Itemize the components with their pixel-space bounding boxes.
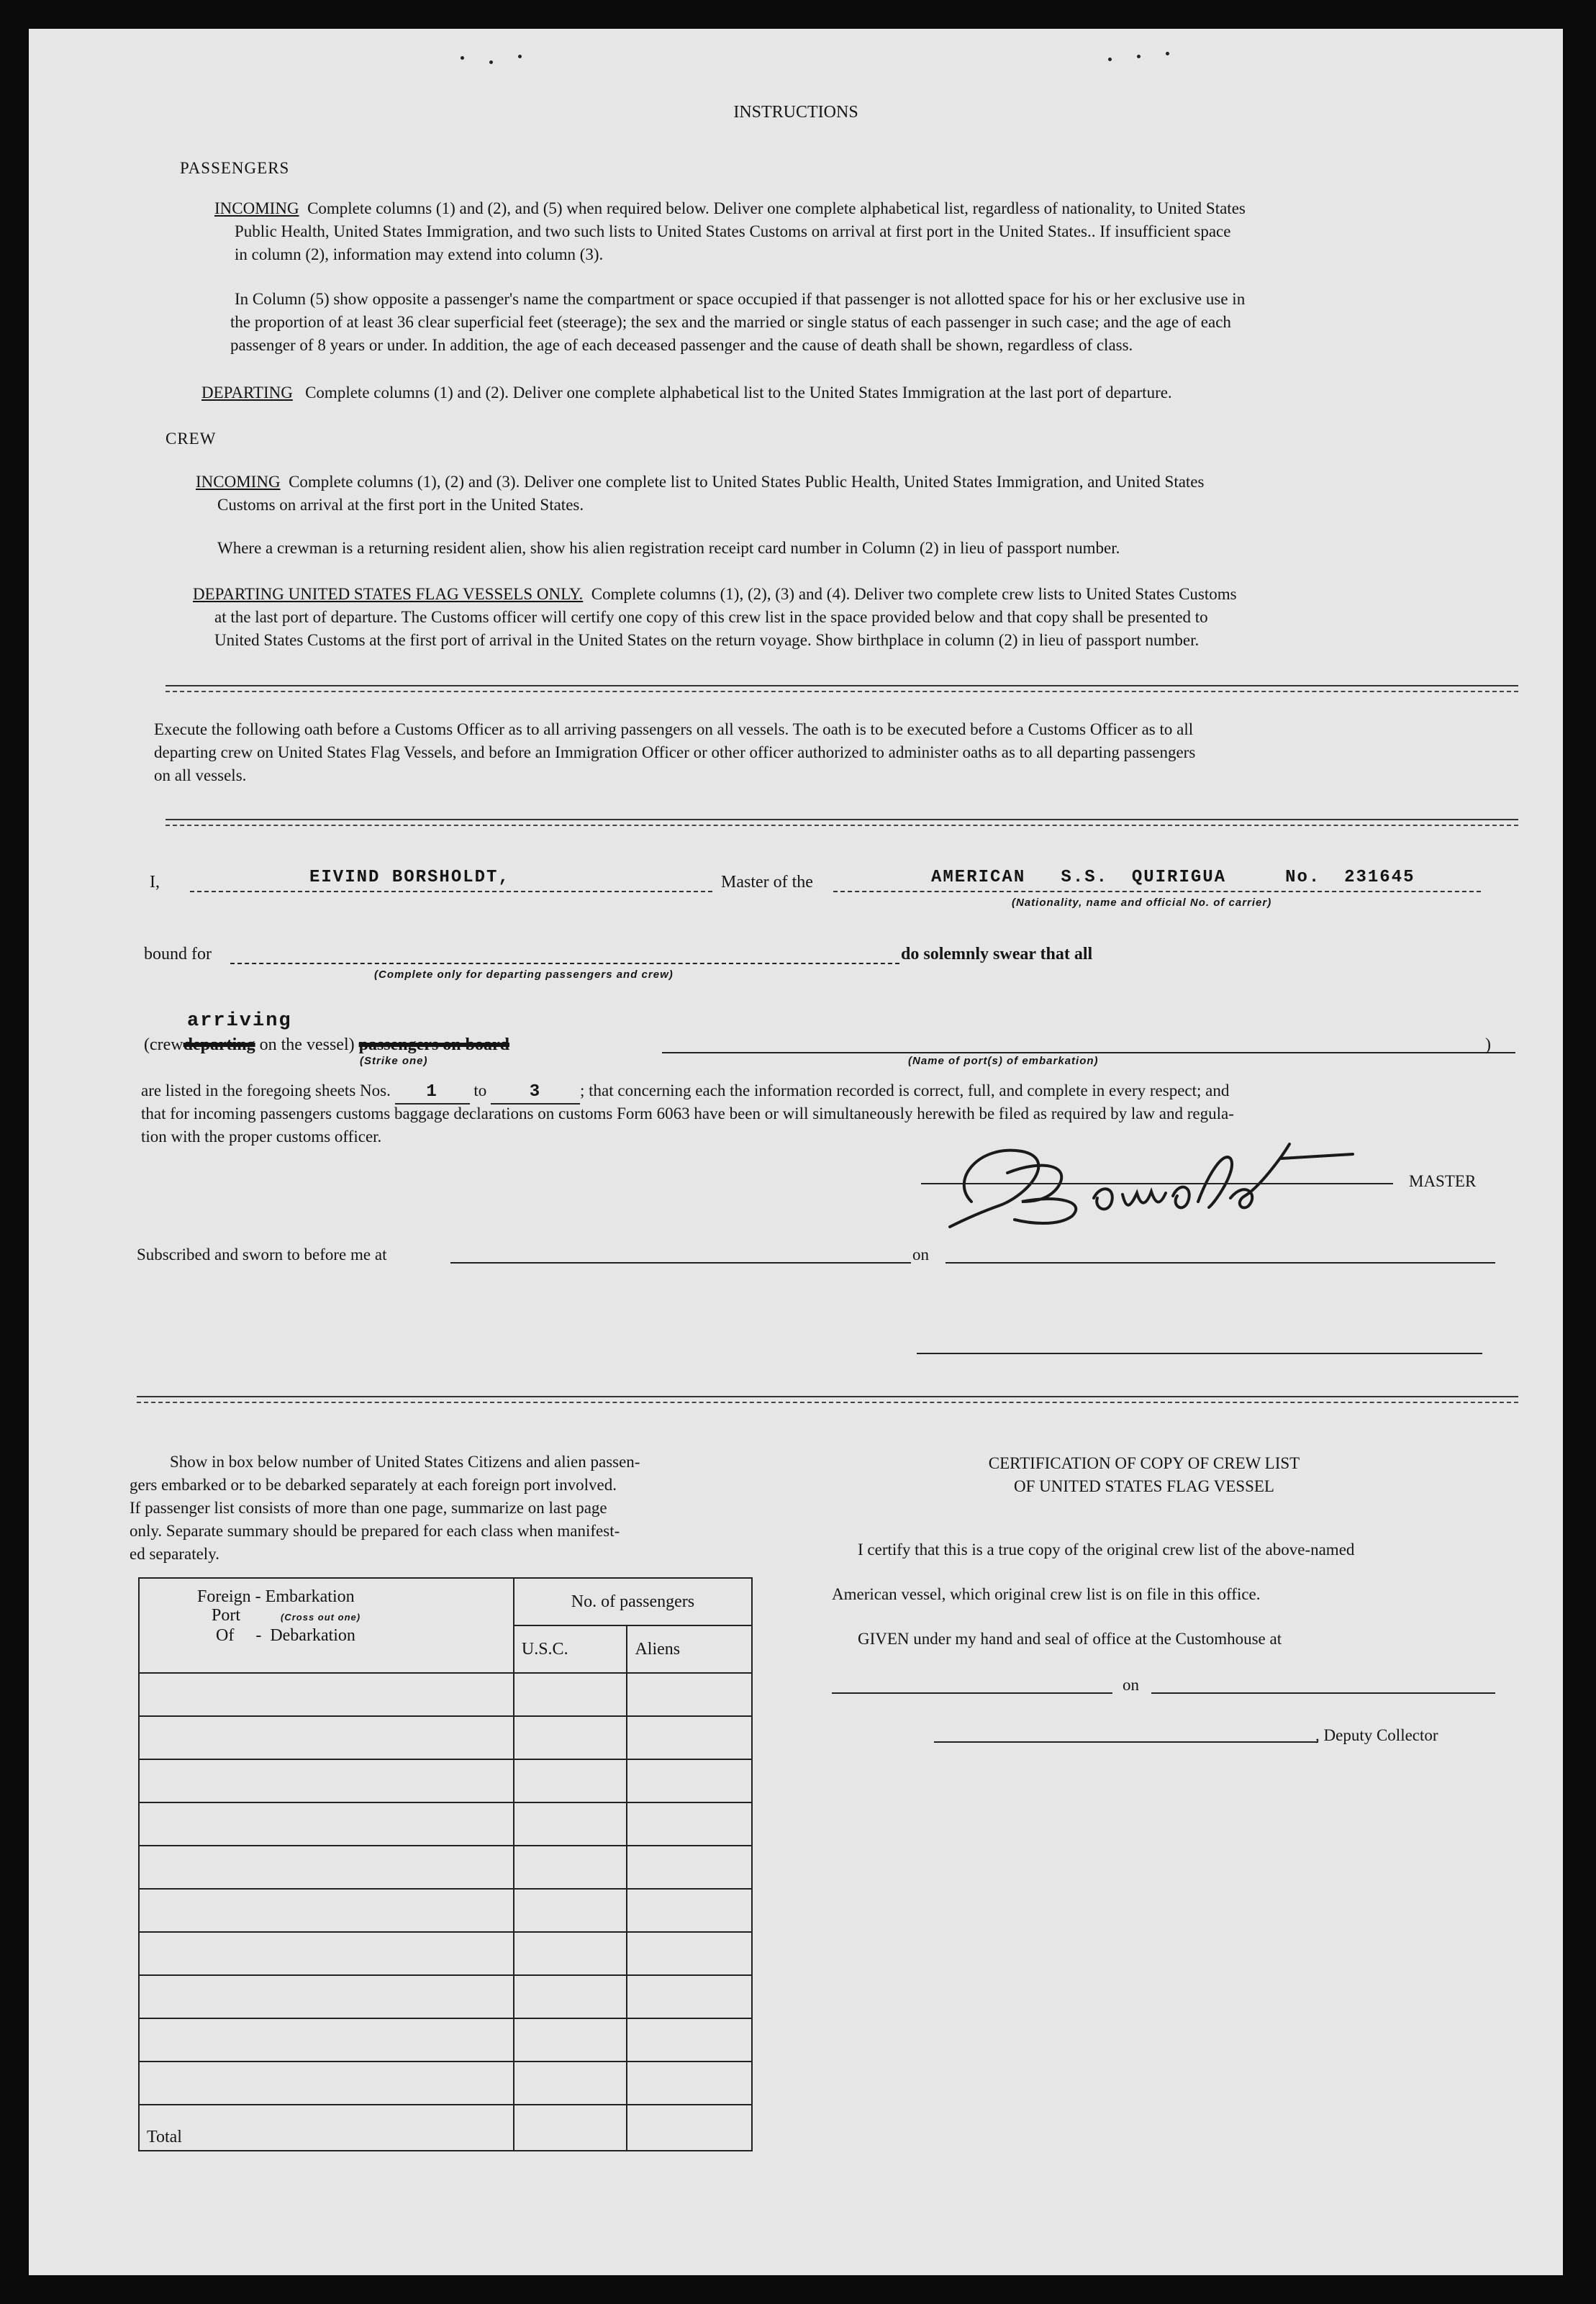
passengers-departing-text: Complete columns (1) and (2). Deliver one complete alphabetical list to the United States Immigration at the last port of departure. xyxy=(305,384,1172,402)
usc-cell[interactable] xyxy=(514,1802,627,1846)
scan-speck xyxy=(518,55,522,58)
summary-instr-line2: gers embarked or to be debarked separately at each foreign port involved. xyxy=(130,1476,617,1494)
deputy-collector-signature-field[interactable] xyxy=(934,1741,1318,1743)
passenger-summary-table xyxy=(138,1577,753,2151)
aliens-cell[interactable] xyxy=(627,1846,752,1889)
sheet-from-field[interactable] xyxy=(395,1079,470,1105)
port-cell[interactable] xyxy=(139,1716,514,1759)
master-name-line xyxy=(190,891,712,892)
sheets-line3: tion with the proper customs officer. xyxy=(141,1128,382,1146)
foreign-port-header xyxy=(139,1578,514,1673)
crew-incoming-label: INCOMING xyxy=(196,473,281,491)
subscribed-label: Subscribed and sworn to before me at xyxy=(137,1246,387,1264)
arriving-typed: arriving xyxy=(187,1010,292,1032)
col-port-row xyxy=(147,1607,506,1625)
carrier-line xyxy=(833,891,1481,892)
usc-cell[interactable] xyxy=(514,1932,627,1975)
table-row xyxy=(139,1975,752,2018)
aliens-cell[interactable] xyxy=(627,1802,752,1846)
sworn-on-label: on xyxy=(912,1246,929,1264)
port-cell[interactable] xyxy=(139,1932,514,1975)
close-paren: ) xyxy=(1485,1035,1491,1054)
certification-line3: GIVEN under my hand and seal of office at the Customhouse at xyxy=(858,1630,1282,1648)
table-row xyxy=(139,2062,752,2105)
port-cell[interactable] xyxy=(139,1673,514,1716)
table-row xyxy=(139,1673,752,1716)
crew-flag-text1: Complete columns (1), (2), (3) and (4). Deliver two complete crew lists to United States Customs xyxy=(591,585,1237,603)
document-page xyxy=(29,29,1563,2275)
port-cell[interactable] xyxy=(139,1846,514,1889)
ports-caption: (Name of port(s) of embarkation) xyxy=(908,1055,1099,1067)
column5-line3: passenger of 8 years or under. In addition, the age of each deceased passenger and the cause of death shall be shown, regardless of class. xyxy=(230,336,1133,354)
sworn-at-field[interactable] xyxy=(450,1262,911,1264)
table-row xyxy=(139,1759,752,1802)
section-divider xyxy=(166,685,1518,692)
oath-i-label: I, xyxy=(150,873,160,892)
crew-flag-label: DEPARTING UNITED STATES FLAG VESSELS ONLY. xyxy=(193,585,584,603)
bound-for-field[interactable] xyxy=(230,963,899,964)
total-row xyxy=(139,2105,752,2151)
crew-flag-line1 xyxy=(193,583,1237,605)
passengers-departing-label: DEPARTING xyxy=(201,384,293,402)
port-cell[interactable] xyxy=(139,2062,514,2105)
officer-signature-field[interactable] xyxy=(917,1353,1482,1354)
certification-title-line2: OF UNITED STATES FLAG VESSEL xyxy=(1014,1477,1274,1495)
certification-line2: American vessel, which original crew list is on file in this office. xyxy=(832,1585,1261,1603)
aliens-cell[interactable] xyxy=(627,1673,752,1716)
table-row xyxy=(139,1889,752,1932)
oath-instructions-line2: departing crew on United States Flag Vessels, and before an Immigration Officer or other officer authorized to administer oaths as to all departing passengers xyxy=(154,743,1196,761)
passengers-departing-line xyxy=(201,381,1172,404)
usc-cell[interactable] xyxy=(514,1846,627,1889)
section-divider xyxy=(137,1396,1518,1403)
table-row xyxy=(139,1802,752,1846)
usc-cell[interactable] xyxy=(514,1716,627,1759)
passengers-incoming-line2: Public Health, United States Immigration, and two such lists to United States Customs on arrival at first port in the United States.. If insufficient space xyxy=(235,222,1231,240)
oath-instructions-line1: Execute the following oath before a Customs Officer as to all arriving passengers on all vessels. The oath is to be executed before a Customs Officer as to all xyxy=(154,720,1194,738)
table-row xyxy=(139,2018,752,2062)
column5-line2: the proportion of at least 36 clear superficial feet (steerage); the sex and the married or single status of each passenger in such case; and the age of each xyxy=(230,313,1231,331)
passengers-incoming-text1: Complete columns (1) and (2), and (5) when required below. Deliver one complete alphabetical list, regardless of nationality, to United States xyxy=(307,199,1246,217)
ports-of-embarkation-field[interactable] xyxy=(662,1052,1515,1053)
crew-heading: CREW xyxy=(166,430,217,448)
usc-cell[interactable] xyxy=(514,1759,627,1802)
col-of: Of - Debarkation xyxy=(216,1626,355,1645)
aliens-cell[interactable] xyxy=(627,2018,752,2062)
usc-cell[interactable] xyxy=(514,1975,627,2018)
strike-caption: (Strike one) xyxy=(360,1055,428,1067)
sheet-to-value: 3 xyxy=(529,1082,542,1102)
port-cell[interactable] xyxy=(139,1889,514,1932)
section-divider xyxy=(166,819,1518,826)
struck-passengers: passengers on board xyxy=(358,1035,509,1054)
crew-incoming-text1: Complete columns (1), (2) and (3). Deliver one complete list to United States Public Health, United States Immigration, and United States xyxy=(289,473,1205,491)
page-title: INSTRUCTIONS xyxy=(733,103,858,122)
passengers-incoming-line1 xyxy=(214,197,1246,219)
sheets-label: are listed in the foregoing sheets Nos. xyxy=(141,1081,391,1099)
port-cell[interactable] xyxy=(139,2018,514,2062)
customhouse-field[interactable] xyxy=(832,1692,1112,1694)
col-aliens: Aliens xyxy=(627,1625,752,1673)
carrier-caption: (Nationality, name and official No. of carrier) xyxy=(1012,897,1272,909)
passengers-incoming-label: INCOMING xyxy=(214,199,299,217)
usc-cell[interactable] xyxy=(514,1889,627,1932)
col-port: Port xyxy=(212,1606,241,1625)
usc-cell[interactable] xyxy=(514,2018,627,2062)
summary-instr-line4: only. Separate summary should be prepared for each class when manifest- xyxy=(130,1522,620,1540)
sheet-to-field[interactable] xyxy=(491,1079,580,1105)
summary-instr-line1: Show in box below number of United States Citizens and alien passen- xyxy=(170,1453,640,1471)
aliens-cell[interactable] xyxy=(627,1716,752,1759)
master-name-field[interactable]: EIVIND BORSHOLDT, xyxy=(309,868,510,887)
usc-cell[interactable] xyxy=(514,2062,627,2105)
bound-for-label: bound for xyxy=(144,945,212,963)
aliens-cell[interactable] xyxy=(627,1759,752,1802)
struck-departing: departing xyxy=(183,1035,255,1054)
on-vessel-text: on the vessel) xyxy=(259,1035,355,1054)
port-cell[interactable] xyxy=(139,1802,514,1846)
crew-flag-line3: United States Customs at the first port of arrival in the United States on the return voyage. Show birthplace in column (2) in lieu of passport number. xyxy=(214,631,1200,649)
scan-speck xyxy=(461,56,464,60)
table-row xyxy=(139,1932,752,1975)
col-usc: U.S.C. xyxy=(514,1625,627,1673)
aliens-cell[interactable] xyxy=(627,2062,752,2105)
certification-on-label: on xyxy=(1123,1676,1139,1694)
sheets-line1-rest: ; that concerning each the information recorded is correct, full, and complete in every respect; and xyxy=(579,1081,1230,1099)
table-row xyxy=(139,1846,752,1889)
total-aliens-cell[interactable] xyxy=(627,2105,752,2151)
crew-resident-line: Where a crewman is a returning resident alien, show his alien registration receipt card number in Column (2) in lieu of passport number. xyxy=(217,539,1120,557)
master-signature-line[interactable] xyxy=(921,1183,1393,1184)
scan-speck xyxy=(1137,55,1141,58)
aliens-cell[interactable] xyxy=(627,1932,752,1975)
carrier-field[interactable]: AMERICAN S.S. QUIRIGUA No. 231645 xyxy=(931,868,1415,887)
bound-for-caption: (Complete only for departing passengers and crew) xyxy=(374,969,674,981)
sheets-line2: that for incoming passengers customs baggage declarations on customs Form 6063 have been or will simultaneously herewith be filed as required by law and regula- xyxy=(141,1105,1234,1122)
certification-title-line1: CERTIFICATION OF COPY OF CREW LIST xyxy=(988,1454,1300,1472)
port-cell[interactable] xyxy=(139,1759,514,1802)
crew-passengers-line xyxy=(144,1033,509,1056)
crew-prefix: (crew xyxy=(144,1035,183,1054)
certification-line1: I certify that this is a true copy of the original crew list of the above-named xyxy=(858,1541,1355,1559)
certification-date-field[interactable] xyxy=(1151,1692,1495,1694)
port-cell[interactable] xyxy=(139,1975,514,2018)
scan-speck xyxy=(1166,52,1169,55)
table-row xyxy=(139,1716,752,1759)
crew-incoming-line2: Customs on arrival at the first port in the United States. xyxy=(217,496,584,514)
col-foreign: Foreign - Embarkation xyxy=(197,1587,355,1606)
scan-speck xyxy=(1108,58,1112,61)
crew-flag-line2: at the last port of departure. The Customs officer will certify one copy of this crew list in the space provided below and that copy shall be presented to xyxy=(214,608,1208,626)
passengers-heading: PASSENGERS xyxy=(180,159,290,177)
total-label: Total xyxy=(139,2105,514,2151)
master-label: MASTER xyxy=(1409,1172,1477,1190)
total-usc-cell[interactable] xyxy=(514,2105,627,2151)
oath-instructions-line3: on all vessels. xyxy=(154,766,247,784)
master-of-label: Master of the xyxy=(721,873,813,892)
col-passengers: No. of passengers xyxy=(514,1578,752,1625)
crew-incoming-line1 xyxy=(196,471,1204,493)
column5-line1: In Column (5) show opposite a passenger's name the compartment or space occupied if that passenger is not allotted space for his or her exclusive use in xyxy=(235,290,1246,308)
summary-instr-line3: If passenger list consists of more than one page, summarize on last page xyxy=(130,1499,607,1517)
col-cross: (Cross out one) xyxy=(281,1612,361,1623)
sworn-on-date-field[interactable] xyxy=(946,1262,1495,1264)
swear-text: do solemnly swear that all xyxy=(901,945,1093,963)
summary-instr-line5: ed separately. xyxy=(130,1545,219,1563)
aliens-cell[interactable] xyxy=(627,1975,752,2018)
usc-cell[interactable] xyxy=(514,1673,627,1716)
to-label: to xyxy=(473,1081,487,1099)
sheet-from-value: 1 xyxy=(426,1082,438,1102)
sheets-line1 xyxy=(141,1079,1229,1105)
aliens-cell[interactable] xyxy=(627,1889,752,1932)
scan-speck xyxy=(489,60,493,64)
passengers-incoming-line3: in column (2), information may extend into column (3). xyxy=(235,245,604,263)
deputy-collector-label: , Deputy Collector xyxy=(1315,1726,1438,1744)
